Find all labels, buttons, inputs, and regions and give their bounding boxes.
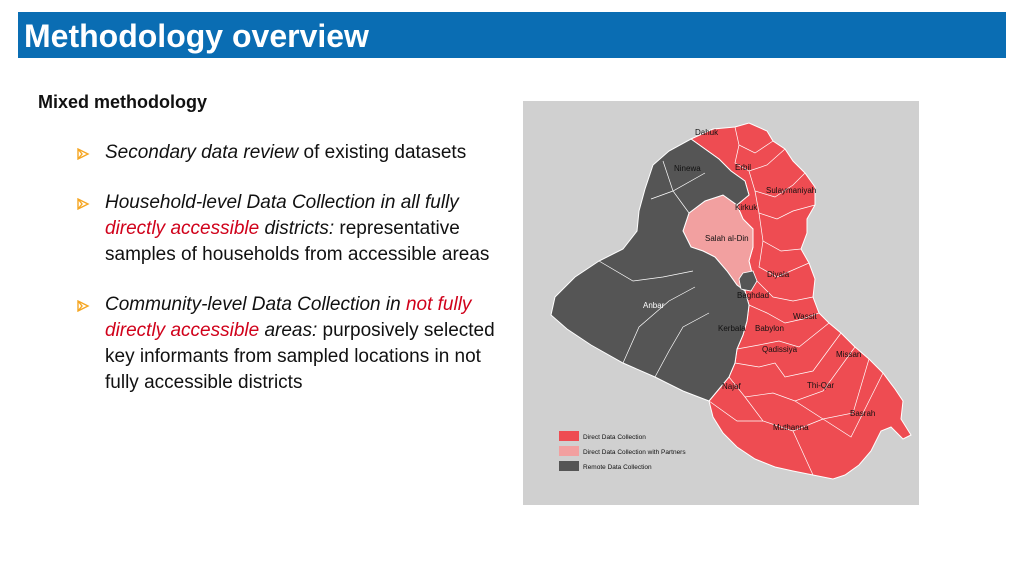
bullet-emphasis: districts: — [259, 218, 335, 239]
label-baghdad: Baghdad — [737, 291, 770, 300]
label-anbar: Anbar — [643, 301, 665, 310]
bullet-text: purposively selected key informants from sampled locations in not fully accessible districts — [105, 320, 495, 393]
label-dahuk: Dahuk — [695, 128, 719, 137]
bullet-item-community-collection — [76, 292, 516, 396]
arrow-bullet-icon — [76, 148, 90, 160]
iraq-map — [523, 101, 919, 505]
bullet-emphasis: Community-level Data Collection in — [105, 294, 406, 315]
label-salah-al-din: Salah al-Din — [705, 234, 749, 243]
map-legend — [559, 431, 686, 471]
section-subtitle: Mixed methodology — [38, 92, 208, 112]
bullet-text: of existing datasets — [298, 142, 467, 163]
legend-label-direct: Direct Data Collection — [583, 434, 646, 441]
bullet-emphasis: areas: — [259, 320, 318, 341]
label-babylon: Babylon — [755, 324, 784, 333]
bullet-text: representative samples of households from accessible areas — [105, 218, 490, 265]
label-wassit: Wassit — [793, 312, 817, 321]
bullet-item-household-collection — [76, 190, 516, 268]
label-najaf: Najaf — [722, 382, 741, 391]
label-qadissiya: Qadissiya — [762, 345, 798, 354]
label-kerbala: Kerbala — [718, 324, 746, 333]
label-kirkuk: Kirkuk — [735, 203, 758, 212]
bullet-highlight: directly accessible — [105, 218, 260, 239]
legend-label-remote: Remote Data Collection — [583, 464, 652, 471]
label-erbil: Erbil — [735, 163, 752, 172]
label-sulaymaniyah: Sulaymaniyah — [766, 186, 817, 195]
label-muthanna: Muthanna — [773, 423, 809, 432]
arrow-bullet-icon — [76, 198, 90, 210]
label-missan: Missan — [836, 350, 862, 359]
bullet-emphasis: Secondary data review — [105, 142, 299, 163]
region-remote — [551, 139, 752, 401]
label-thi-qar: Thi-Qar — [807, 381, 835, 390]
legend-label-partners: Direct Data Collection with Partners — [583, 449, 686, 456]
legend-swatch-remote — [559, 461, 579, 471]
legend-swatch-partners — [559, 446, 579, 456]
label-ninewa: Ninewa — [674, 164, 701, 173]
bullet-list — [76, 140, 516, 420]
legend-swatch-direct — [559, 431, 579, 441]
page-title: Methodology overview — [24, 18, 369, 54]
bullet-highlight: not fully directly accessible — [105, 294, 472, 341]
arrow-bullet-icon — [76, 300, 90, 312]
label-diyala: Diyala — [767, 270, 790, 279]
bullet-item-secondary-review — [76, 140, 516, 166]
iraq-map-panel — [523, 101, 919, 505]
label-basrah: Basrah — [850, 409, 876, 418]
title-bar — [18, 12, 1006, 58]
bullet-emphasis: Household-level Data Collection in all fully — [105, 192, 459, 213]
